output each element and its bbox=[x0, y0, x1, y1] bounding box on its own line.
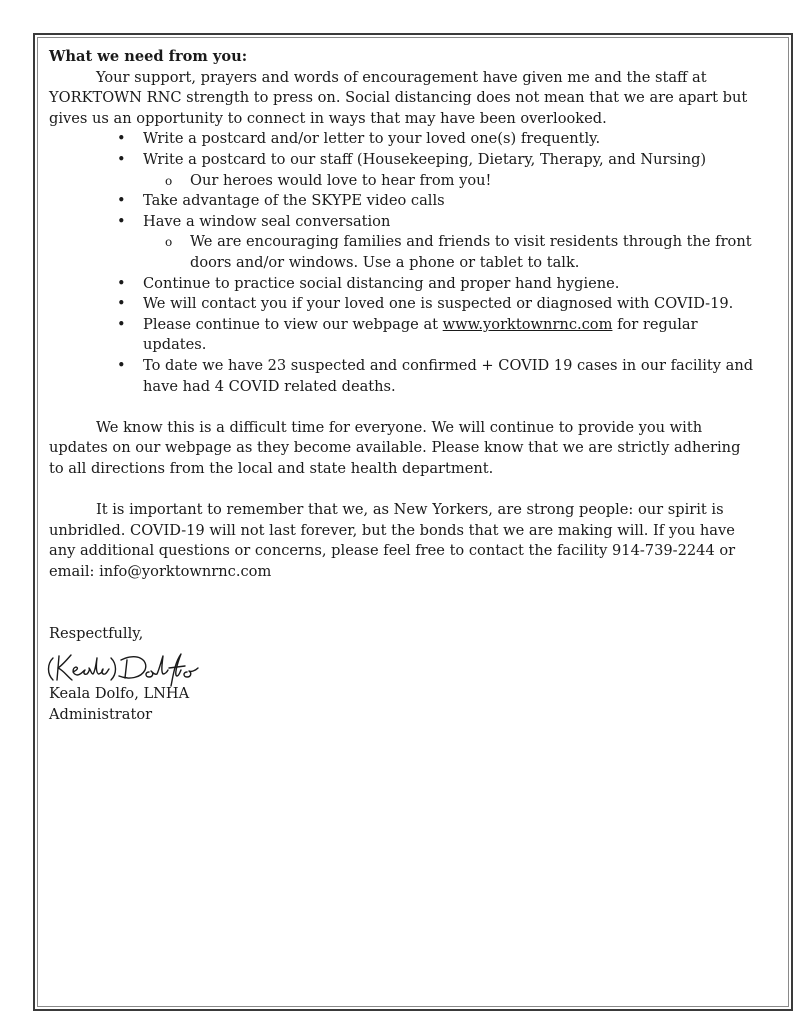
sub-list bbox=[143, 232, 754, 273]
signoff: Respectfully, bbox=[49, 624, 144, 642]
list-item: • Write a postcard and/or letter to your loved one(s) frequently. bbox=[49, 129, 754, 150]
signer-title: Administrator bbox=[49, 705, 153, 723]
closing-paragraph: It is important to remember that we, as New Yorkers, are strong people: our spirit is unbridled. COVID-19 will not last forever, but the bonds that we are making will. If you have any additional questions or concerns, please feel free to contact the facility 914-739-2244 or email: info@yorktownrnc.com bbox=[49, 501, 736, 580]
list-item: • Please continue to view our webpage at www.yorktownrnc.com for regular updates. bbox=[49, 315, 754, 356]
list-item: • Have a window seal conversation o We are encouraging families and friends to visit residents through the front doors and/or windows. Use a phone or tablet to talk. bbox=[49, 212, 754, 274]
sub-list-item: o Our heroes would love to hear from you! bbox=[143, 171, 754, 192]
website-link[interactable]: www.yorktownrnc.com bbox=[442, 315, 613, 333]
signer-name: Keala Dolfo, LNHA bbox=[49, 685, 190, 703]
list-item: • Write a postcard to our staff (Housekeeping, Dietary, Therapy, and Nursing) o Our heroes would love to hear from you! bbox=[49, 150, 754, 191]
request-list bbox=[49, 129, 754, 397]
sub-list-item: o We are encouraging families and friends to visit residents through the front doors and/or windows. Use a phone or tablet to talk. bbox=[143, 232, 754, 273]
list-item: • Continue to practice social distancing and proper hand hygiene. bbox=[49, 274, 754, 295]
updates-paragraph: We know this is a difficult time for everyone. We will continue to provide you with updates on our webpage as they become available. Please know that we are strictly adhering to all directions from the local and state health department. bbox=[49, 418, 741, 477]
list-item: • We will contact you if your loved one is suspected or diagnosed with COVID-19. bbox=[49, 294, 754, 315]
sub-list bbox=[143, 171, 754, 192]
list-item: • To date we have 23 suspected and confirmed + COVID 19 cases in our facility and have had 4 COVID related deaths. bbox=[49, 356, 754, 397]
list-item: • Take advantage of the SKYPE video calls bbox=[49, 191, 754, 212]
letter-body bbox=[49, 47, 754, 725]
intro-paragraph: Your support, prayers and words of encouragement have given me and the staff at YORKTOWN RNC strength to press on. Social distancing does not mean that we are apart but gives us an opportunity to connect in ways that may have been overlooked. bbox=[49, 68, 748, 127]
section-heading: What we need from you: bbox=[49, 48, 248, 65]
